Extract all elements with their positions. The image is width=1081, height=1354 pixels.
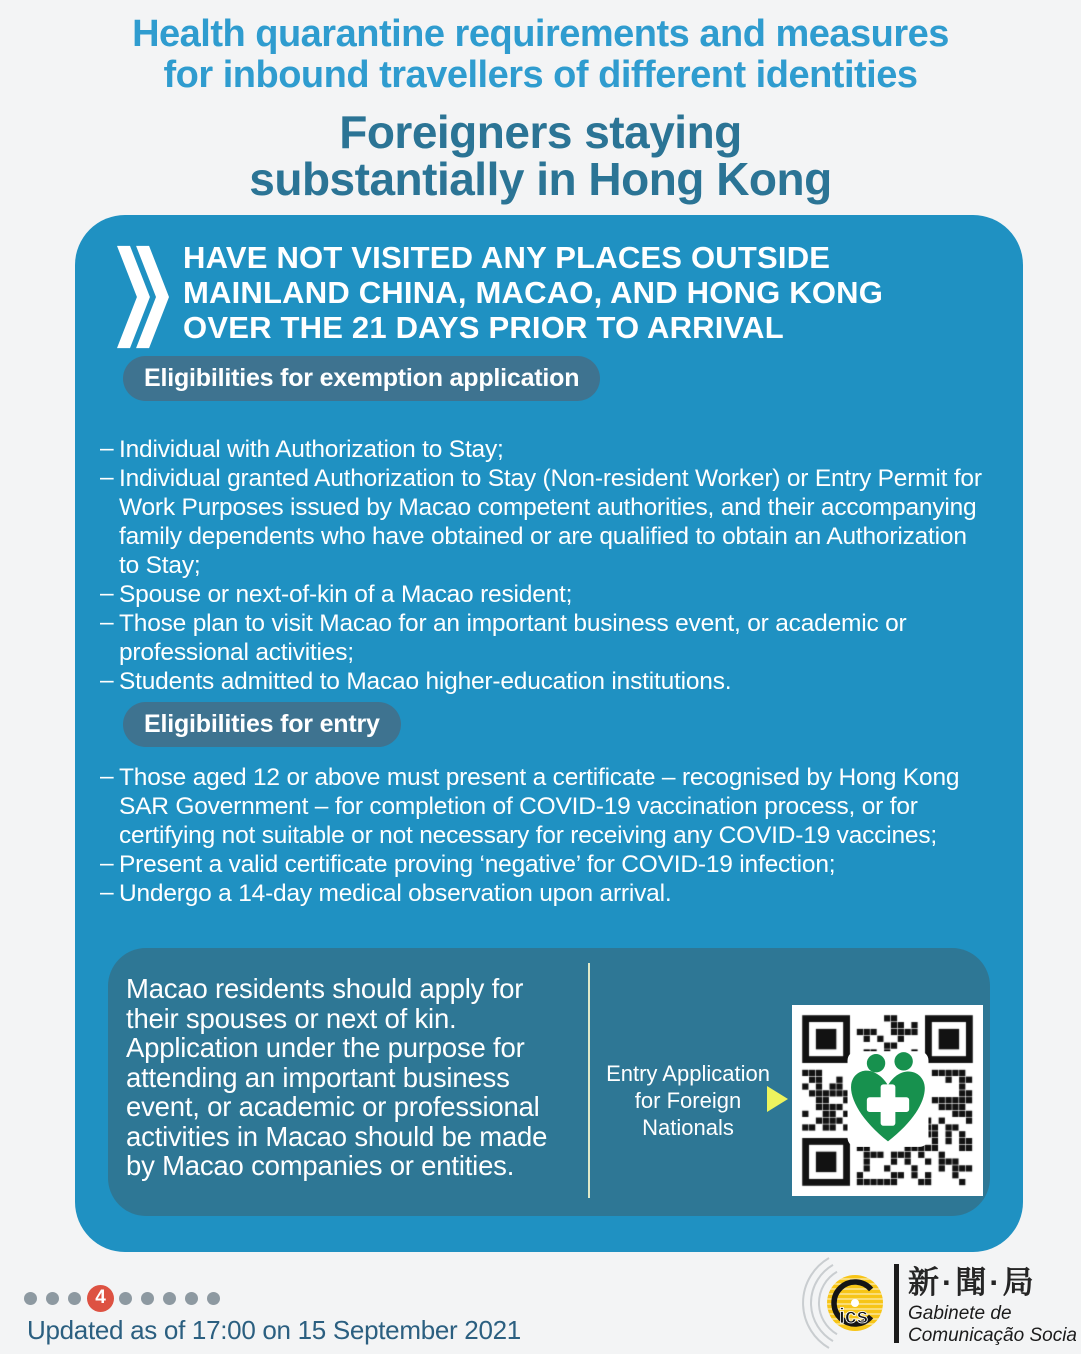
bullet-item: – Spouse or next-of-kin of a Macao resident; <box>100 580 985 609</box>
qr-code <box>792 1005 983 1196</box>
bullet-item: – Present a valid certificate proving ‘negative’ for COVID-19 infection; <box>100 850 985 879</box>
bullet-item: – Students admitted to Macao higher-education institutions. <box>100 667 985 696</box>
pager-dot-active: 4 <box>87 1285 114 1312</box>
gcs-yellow-ball <box>821 1275 889 1331</box>
bullet-item: – Those aged 12 or above must present a certificate – recognised by Hong Kong SAR Government – for completion of COVID-19 vaccination process, or for certifying not suitable or not necessary for receiving any COVID-19 vaccines; <box>100 763 985 850</box>
page-header <box>0 14 1081 203</box>
gcs-logo <box>791 1257 1076 1354</box>
badge-entry-eligibilities: Eligibilities for entry <box>123 702 401 747</box>
health-bureau-heart-logo <box>842 1051 934 1149</box>
logo-portuguese-line1: Gabinete de <box>908 1303 1012 1324</box>
exemption-list <box>100 435 985 696</box>
note-box <box>108 948 990 1216</box>
pager-dot <box>185 1292 198 1305</box>
logo-portuguese-line2: Comunicação Social <box>908 1325 1076 1346</box>
pager-dot <box>163 1292 176 1305</box>
pager-dot <box>68 1292 81 1305</box>
entry-list <box>100 763 985 908</box>
arrow-right-icon <box>767 1086 788 1112</box>
subtitle-line1: Foreigners staying <box>339 106 742 158</box>
bullet-item: – Individual with Authorization to Stay; <box>100 435 985 464</box>
pager-dot <box>119 1292 132 1305</box>
info-card <box>75 215 1023 1252</box>
gcs-monogram: ics <box>839 1305 869 1328</box>
bullet-item: – Those plan to visit Macao for an important business event, or academic or professional activities; <box>100 609 985 667</box>
pager-dot <box>141 1292 154 1305</box>
logo-chinese-text: 新·聞·局 <box>908 1265 1037 1300</box>
double-chevron-right-icon <box>117 239 169 355</box>
pager-dots <box>24 1284 229 1312</box>
note-text: Macao residents should apply for their spouses or next of kin. Application under the purpose for attending an important business event, or academic or professional activities in Macao should be made by Macao companies or entities. <box>126 973 548 1181</box>
divider <box>588 963 590 1198</box>
badge-exemption-eligibilities: Eligibilities for exemption application <box>123 356 600 401</box>
updated-timestamp: Updated as of 17:00 on 15 September 2021 <box>27 1315 521 1345</box>
card-heading <box>183 240 883 345</box>
qr-label: Entry Application for Foreign Nationals <box>606 1061 770 1140</box>
logo-divider-bar <box>894 1264 899 1343</box>
main-title-line2: for inbound travellers of different identities <box>163 54 918 96</box>
pager-dot <box>46 1292 59 1305</box>
pager-dot <box>207 1292 220 1305</box>
pager-dot <box>24 1292 37 1305</box>
subtitle-line2: substantially in Hong Kong <box>249 153 832 205</box>
bullet-item: – Individual granted Authorization to Stay (Non-resident Worker) or Entry Permit for Work Purposes issued by Macao competent authorities, and their accompanying family dependents who have obtained or are qualified to obtain an Authorization to Stay; <box>100 464 985 580</box>
bullet-item: – Undergo a 14-day medical observation upon arrival. <box>100 879 985 908</box>
main-title-line1: Health quarantine requirements and measures <box>132 13 949 55</box>
card-heading-line: HAVE NOT VISITED ANY PLACES OUTSIDE <box>183 240 831 275</box>
card-heading-line: MAINLAND CHINA, MACAO, AND HONG KONG <box>183 275 884 310</box>
card-heading-line: OVER THE 21 DAYS PRIOR TO ARRIVAL <box>183 310 784 345</box>
